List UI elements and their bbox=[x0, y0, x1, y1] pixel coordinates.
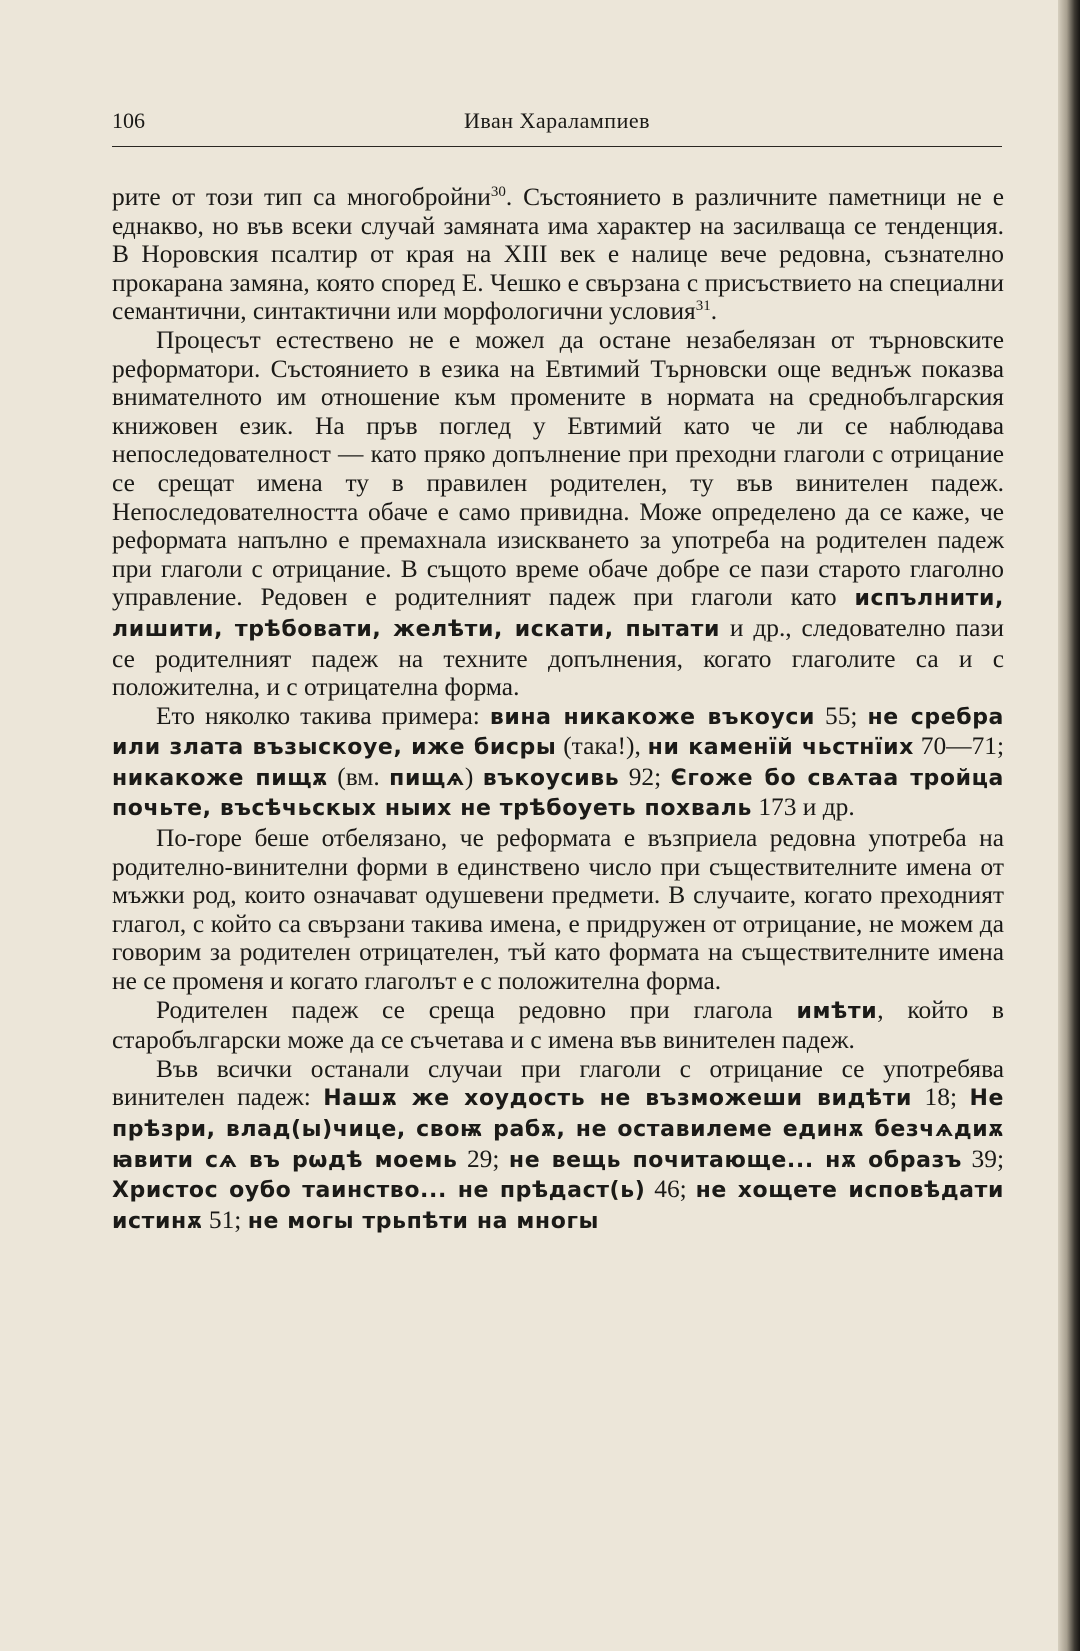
old-bulgarian-quote: никакоже пищѫ bbox=[112, 765, 328, 791]
running-head: Иван Харалампиев bbox=[464, 108, 650, 133]
paragraph-1 bbox=[112, 183, 1004, 326]
paragraph-4 bbox=[112, 824, 1004, 996]
old-bulgarian-quote: Єгоже бо свѧтаа тройца почьте, въсѣчьскых ныих не трѣбоуеть похваль bbox=[112, 765, 1004, 822]
text-run: 51; bbox=[202, 1205, 248, 1234]
old-bulgarian-quote: не могы трьпѣти на многы bbox=[247, 1208, 600, 1234]
header-rule bbox=[112, 146, 1002, 147]
text-run: (така!), bbox=[556, 732, 648, 761]
footnote-ref: 31 bbox=[695, 298, 711, 315]
text-run: Във всички останали случаи при глаголи с отрицание се употребява винителен падеж: bbox=[112, 1054, 1004, 1112]
text-run: 173 и др. bbox=[752, 793, 855, 822]
text-run: . bbox=[710, 297, 718, 326]
old-bulgarian-quote: испълнити, лишити, трѣбовати, желѣти, искати, пытати bbox=[112, 586, 1004, 642]
old-bulgarian-quote: въкоусивь bbox=[482, 765, 620, 791]
text-run: Процесът естествено не е можел да остане незабелязан от търновските реформатори. Състоянието в езика на Евтимий Търновски още веднъж показва внимателното им отношение към промените в нормата на среднобългарския книжовен език. На пръв поглед у Евтимий като че ли се наблюдава непоследователност — като пряко допълнение при преходни глаголи с отрицание се срещат имена ту в правилен родителен, ту във винителен падеж. Непоследователността обаче е само привидна. Може определено да се каже, че реформата напълно е премахнала изискването за употреба на родителен падеж при глаголи с отрицание. В същото време обаче добре се пази старото глаголно управление. Редовен е родителният падеж при глаголи като bbox=[112, 325, 1004, 612]
text-run: , който в старобългарски може да се съчетава и с имена във винителен падеж. bbox=[112, 995, 1004, 1055]
page-number: 106 bbox=[112, 108, 145, 133]
old-bulgarian-quote: не сребра или злата възыскоуе, иже бисры bbox=[112, 704, 1004, 761]
old-bulgarian-quote: вина никакоже въкоуси bbox=[489, 704, 816, 730]
old-bulgarian-quote: не хощете исповѣдати истинѫ bbox=[112, 1178, 1004, 1234]
text-run: 39; bbox=[962, 1144, 1005, 1173]
text-run: Родителен падеж се среща редовно при глагола bbox=[156, 995, 797, 1024]
old-bulgarian-quote: не вещь почитающе... нѫ образъ bbox=[508, 1147, 963, 1173]
text-run: 29; bbox=[457, 1144, 509, 1173]
text-run: 46; bbox=[645, 1175, 696, 1204]
old-bulgarian-quote: Христос оубо таинство... не прѣдаст(ь) bbox=[112, 1178, 646, 1204]
paragraph-3 bbox=[112, 702, 1004, 824]
old-bulgarian-quote: пищѧ bbox=[389, 765, 465, 791]
old-bulgarian-quote: имѣти bbox=[796, 998, 878, 1024]
text-run: рите от този тип са многобройни bbox=[112, 183, 491, 211]
text-run: . Състоянието в различните паметници не е еднакво, но във всеки случай замяната има характер на засилваща се тенденция. В Норовския псалтир от края на XIII век е налице вече редовна, съзнателно прокарана замяна, която според Е. Чешко е свързана с присъствието на специални семантични, синтактични или морфологични условия bbox=[112, 183, 1004, 326]
text-run: 92; bbox=[619, 762, 671, 791]
body-text bbox=[112, 183, 1004, 1236]
text-run: и др., следователно пази се родителният падеж на техните допълнения, когато глаголите са и с положителна, и с отрицателна форма. bbox=[112, 613, 1004, 702]
text-run: 55; bbox=[815, 701, 868, 730]
text-run: ) bbox=[464, 762, 483, 791]
old-bulgarian-quote: Нашѫ же хоудость не възможеши видѣти bbox=[323, 1086, 913, 1112]
text-run: По-горе беше отбелязано, че реформата е възприела редовна употреба на родително-винителни форми в единствено число при съществителните имена от мъжки род, които означават одушевени предмети. В случаите, когато преходният глагол, с който са свързани такива имена, е придружен от отрицание, не можем да говорим за родителен отрицателен, тъй като формата на съществителните имена не се променя и когато глаголът е с положителна форма. bbox=[112, 824, 1004, 996]
text-run: (вм. bbox=[327, 762, 390, 791]
paragraph-5 bbox=[112, 996, 1004, 1055]
text-run: 70—71; bbox=[913, 732, 1005, 761]
footnote-ref: 30 bbox=[490, 184, 506, 200]
paragraph-6 bbox=[112, 1055, 1004, 1237]
book-spine-shadow bbox=[1058, 0, 1080, 1651]
page-header bbox=[112, 104, 1002, 140]
text-run: Ето няколко такива примера: bbox=[156, 701, 490, 730]
text-run: 18; bbox=[912, 1083, 970, 1112]
old-bulgarian-quote: ни каменїй чьстнїих bbox=[647, 735, 914, 761]
paragraph-2 bbox=[112, 326, 1004, 702]
old-bulgarian-quote: Не прѣзри, влад(ы)чице, своѭ рабѫ, не оставилеме единѫ безчѧдиѫ ꙗвити сѧ въ рѡдѣ моемь bbox=[112, 1086, 1005, 1173]
